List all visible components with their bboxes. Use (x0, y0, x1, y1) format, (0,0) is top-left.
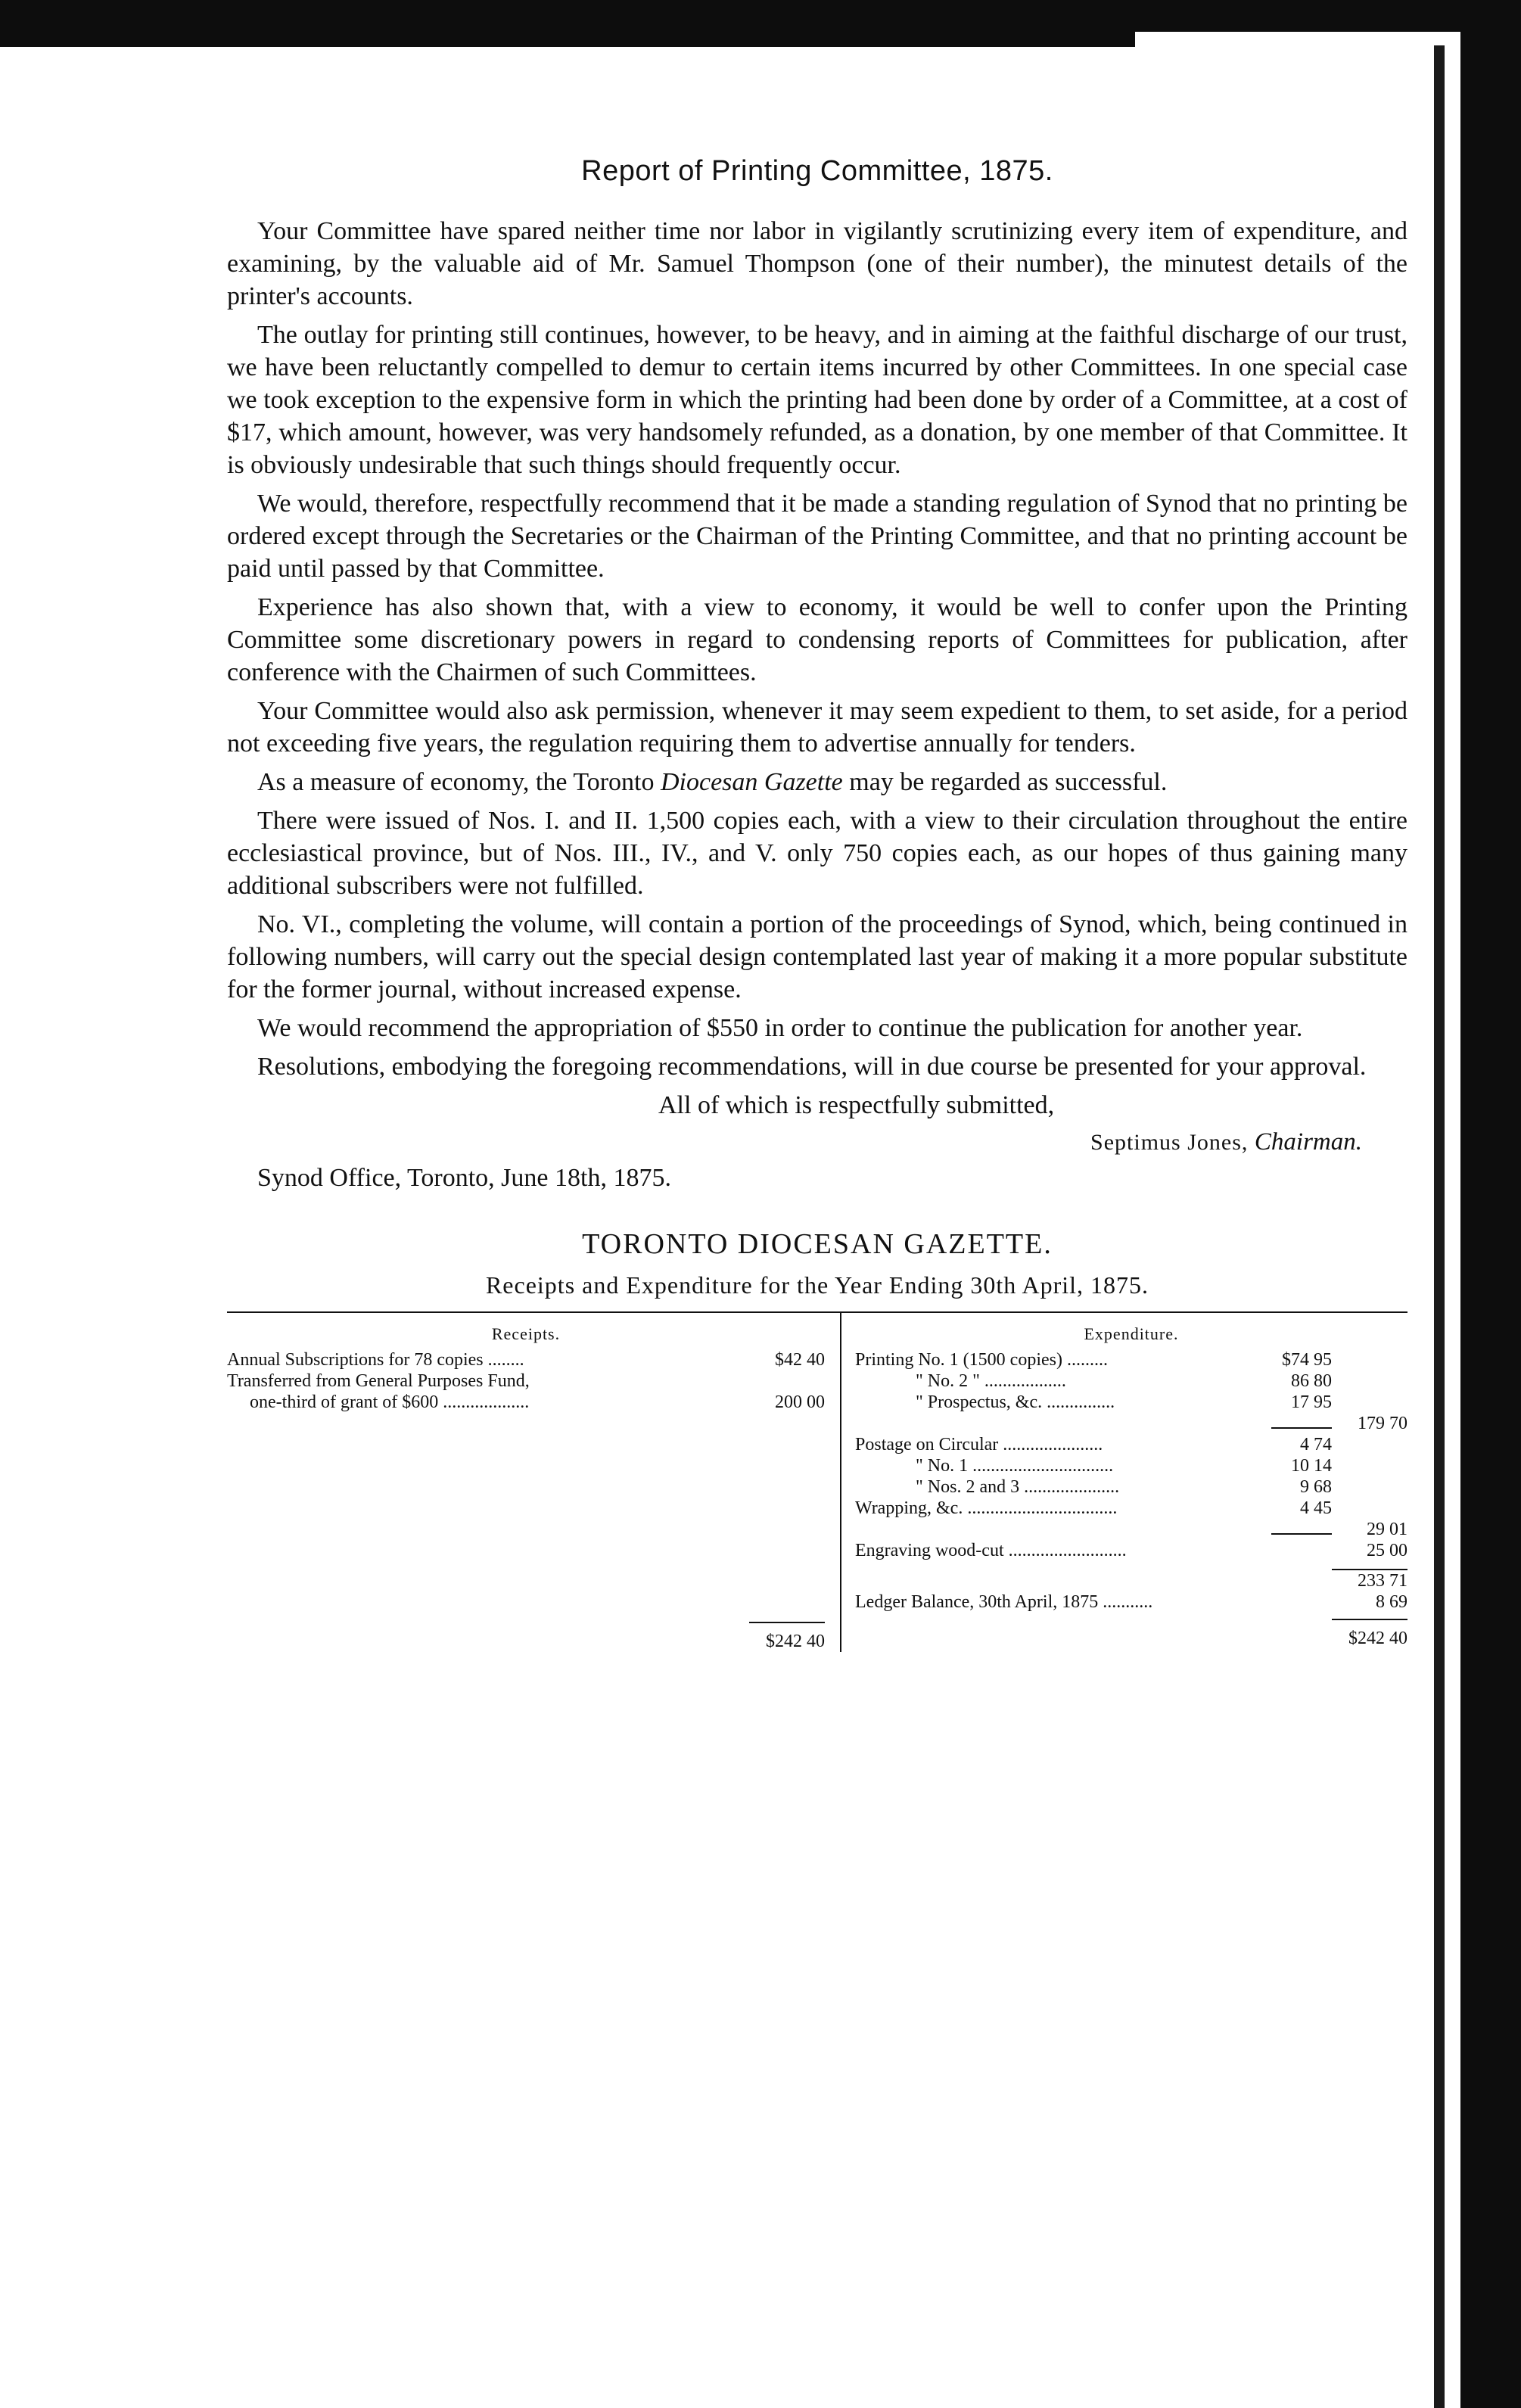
expenditure-label: " Nos. 2 and 3 ..................... (916, 1477, 1120, 1497)
paragraph: The outlay for printing still continues, however, to be heavy, and in aiming at the faithful discharge of our trust, we have been reluctantly compelled to demur to certain items incurred by other Committees. In one special case we took exception to the expensive form in which the printing had been done by order of a Committee, at a cost of $17, which amount, however, was very handsomely refunded, as a donation, by one member of that Committee. It is obviously undesirable that such things should frequently occur. (227, 321, 1407, 479)
printing-subtotal: 179 70 (1358, 1414, 1407, 1433)
paragraph: Resolutions, embodying the foregoing recommendations, will in due course be presented for your approval. (257, 1053, 1367, 1081)
expenditure-label: " No. 2 " .................. (916, 1371, 1066, 1391)
accounts-heading: Receipts and Expenditure for the Year Ending 30th April, 1875. (485, 1271, 1149, 1299)
paragraph: No. VI., completing the volume, will contain a portion of the proceedings of Synod, which, being continued in following numbers, will carry out the special design contemplated last year of making it a more popular substitute for the former journal, without increased expense. (227, 910, 1407, 1003)
receipt-label: Annual Subscriptions for 78 copies ........ (227, 1350, 524, 1370)
receipt-row (227, 1349, 825, 1370)
expenditure-row (855, 1434, 1407, 1455)
expenditure-label: " No. 1 ............................... (916, 1456, 1114, 1476)
signature-role: Chairman. (1254, 1128, 1362, 1156)
submitted-line: All of which is respectfully submitted, (658, 1091, 1055, 1119)
receipt-label: Transferred from General Purposes Fund, (227, 1371, 530, 1391)
document-page (227, 155, 1407, 1652)
running-total-row (855, 1569, 1407, 1591)
expenditure-amount: 8 69 (1376, 1592, 1407, 1612)
expenditure-column (840, 1313, 1407, 1652)
paragraph: We would recommend the appropriation of $550 in order to continue the publication for another year. (257, 1014, 1303, 1042)
expenditure-row (855, 1370, 1407, 1392)
expenditure-row (855, 1455, 1407, 1476)
expenditure-label: Ledger Balance, 30th April, 1875 ........... (855, 1592, 1153, 1612)
expenditure-row (855, 1476, 1407, 1498)
scan-border-top (0, 0, 1521, 32)
expenditure-row (855, 1498, 1407, 1519)
economy-paragraph (227, 766, 1407, 798)
paragraph: Your Committee have spared neither time nor labor in vigilantly scrutinizing every item of expenditure, and examining, by the valuable aid of Mr. Samuel Thompson (one of their number), the minutest details of the printer's accounts. (227, 217, 1407, 310)
scan-border-right-line (1434, 45, 1445, 2408)
postage-subtotal-row (855, 1519, 1407, 1540)
receipt-label: one-third of grant of $600 ................... (250, 1392, 530, 1412)
expenditure-row (855, 1591, 1407, 1613)
expenditure-row (855, 1540, 1407, 1561)
expenditure-amount: 86 80 (1291, 1371, 1332, 1391)
expenditure-amount: 25 00 (1367, 1541, 1407, 1560)
scan-border-top-shadow (0, 32, 1135, 47)
expenditure-label: Engraving wood-cut .......................... (855, 1541, 1127, 1560)
receipts-total: $242 40 (766, 1632, 825, 1651)
receipts-heading: Receipts. (491, 1324, 561, 1343)
expenditure-amount: 9 68 (1300, 1477, 1332, 1497)
signature-name: Septimus Jones, (1090, 1130, 1249, 1155)
postage-subtotal: 29 01 (1367, 1520, 1407, 1539)
receipts-total-row (227, 1631, 825, 1652)
receipt-amount: $42 40 (775, 1350, 825, 1370)
expenditure-label: Wrapping, &c. ................................. (855, 1498, 1118, 1518)
expenditure-amount: 4 45 (1300, 1498, 1332, 1518)
economy-text-after: may be regarded as successful. (842, 768, 1168, 796)
place-date: Synod Office, Toronto, June 18th, 1875. (257, 1164, 671, 1192)
economy-text-before: As a measure of economy, the Toronto (257, 768, 661, 796)
expenditure-amount: $74 95 (1282, 1350, 1332, 1370)
expenditure-total-rule (1332, 1619, 1407, 1620)
receipt-row (227, 1392, 825, 1413)
expenditure-label: Postage on Circular ...................... (855, 1435, 1103, 1454)
expenditure-heading: Expenditure. (1084, 1324, 1179, 1343)
report-title: Report of Printing Committee, 1875. (581, 155, 1053, 187)
expenditure-total-row (855, 1628, 1407, 1649)
paragraph: Experience has also shown that, with a view to economy, it would be well to confer upon the Printing Committee some discretionary powers in regard to condensing reports of Committees for publication, after conference with the Chairmen of such Committees. (227, 593, 1407, 686)
expenditure-amount: 17 95 (1291, 1392, 1332, 1412)
subtotal-rule (1271, 1427, 1332, 1429)
printing-subtotal-row (855, 1413, 1407, 1434)
scan-border-right (1460, 0, 1521, 2408)
paragraph: There were issued of Nos. I. and II. 1,500 copies each, with a view to their circulation throughout the entire ecclesiastical province, but of Nos. III., IV., and V. only 750 copies each, as our hopes of thus gaining many additional subscribers were not fulfilled. (227, 807, 1407, 900)
gazette-title: TORONTO DIOCESAN GAZETTE. (582, 1228, 1053, 1260)
expenditure-total: $242 40 (1348, 1629, 1407, 1648)
paragraph: We would, therefore, respectfully recommend that it be made a standing regulation of Synod that no printing be ordered except through the Secretaries or the Chairman of the Printing Committee, and that no printing account be paid until passed by that Committee. (227, 490, 1407, 583)
expenditure-label: " Prospectus, &c. ............... (916, 1392, 1115, 1412)
running-total: 233 71 (1332, 1569, 1407, 1591)
paragraph: Your Committee would also ask permission, whenever it may seem expedient to them, to set aside, for a period not exceeding five years, the regulation requiring them to advertise annually for tenders. (227, 697, 1407, 758)
expenditure-label: Printing No. 1 (1500 copies) ......... (855, 1350, 1108, 1370)
receipt-amount: 200 00 (775, 1392, 825, 1412)
accounts-table (227, 1313, 1407, 1652)
expenditure-row (855, 1392, 1407, 1413)
receipts-column (227, 1313, 840, 1652)
gazette-name-italic: Diocesan Gazette (660, 768, 843, 796)
receipts-total-rule (749, 1622, 825, 1623)
expenditure-amount: 10 14 (1291, 1456, 1332, 1476)
expenditure-amount: 4 74 (1300, 1435, 1332, 1454)
subtotal-rule (1271, 1533, 1332, 1535)
expenditure-row (855, 1349, 1407, 1370)
receipt-row (227, 1370, 825, 1392)
signature (227, 1126, 1407, 1159)
